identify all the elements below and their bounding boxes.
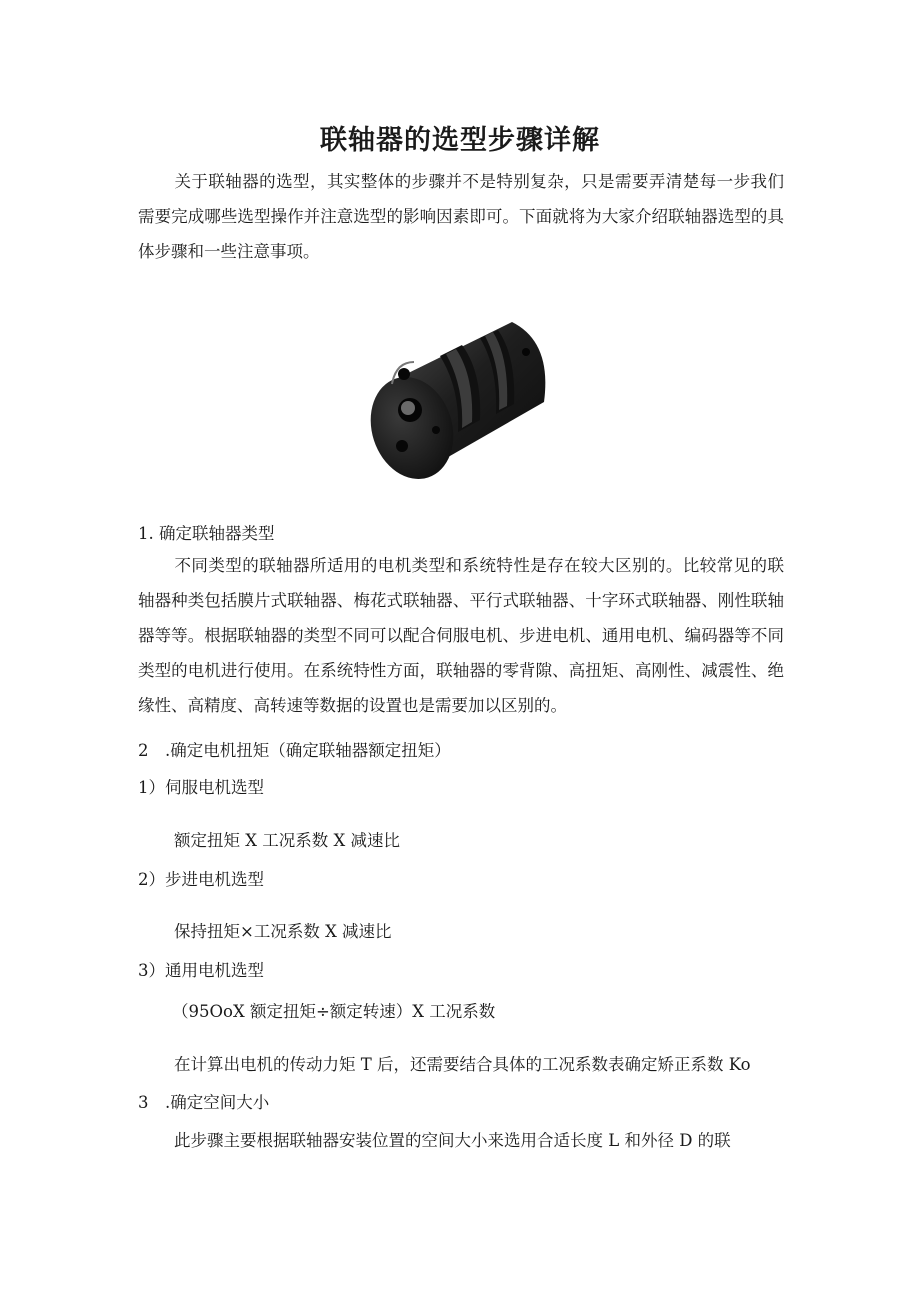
section-1-heading: 1. 确定联轴器类型 bbox=[138, 524, 275, 543]
general-motor-formula: （95OoX 额定扭矩÷额定转速）X 工况系数 bbox=[172, 1002, 496, 1021]
section-1-text: 不同类型的联轴器所适用的电机类型和系统特性是存在较大区别的。比较常见的联轴器种类包括膜片式联轴器、梅花式联轴器、平行式联轴器、十字环式联轴器、刚性联轴器等等。根据联轴器的类型不同可以配合伺服电机、步进电机、通用电机、编码器等不同类型的电机进行使用。在系统特性方面，联轴器的零背隙、高扭矩、高刚性、减震性、绝缘性、高精度、高转速等数据的设置也是需要加以区别的。 bbox=[138, 556, 784, 715]
section-1-paragraph bbox=[138, 548, 784, 723]
stepper-motor-formula: 保持扭矩×工况系数 X 减速比 bbox=[174, 922, 392, 941]
section-2-heading: 2 .确定电机扭矩（确定联轴器额定扭矩） bbox=[138, 741, 451, 760]
servo-motor-label: 1）伺服电机选型 bbox=[138, 778, 264, 797]
correction-note: 在计算出电机的传动力矩 T 后，还需要结合具体的工况系数表确定矫正系数 Ko bbox=[174, 1055, 751, 1074]
section-3-heading: 3 .确定空间大小 bbox=[138, 1093, 270, 1112]
intro-paragraph bbox=[138, 164, 784, 269]
general-motor-label: 3）通用电机选型 bbox=[138, 961, 264, 980]
page-title: 联轴器的选型步骤详解 bbox=[320, 125, 600, 156]
stepper-motor-label: 2）步进电机选型 bbox=[138, 870, 264, 889]
servo-motor-formula: 额定扭矩 X 工况系数 X 减速比 bbox=[174, 831, 400, 850]
intro-text: 关于联轴器的选型，其实整体的步骤并不是特别复杂，只是需要弄清楚每一步我们需要完成哪些选型操作并注意选型的影响因素即可。下面就将为大家介绍联轴器选型的具体步骤和一些注意事项。 bbox=[138, 172, 784, 261]
coupling-photo bbox=[362, 312, 558, 498]
section-3-text: 此步骤主要根据联轴器安装位置的空间大小来选用合适长度 L 和外径 D 的联 bbox=[174, 1131, 731, 1150]
coupling-illustration bbox=[362, 312, 558, 498]
